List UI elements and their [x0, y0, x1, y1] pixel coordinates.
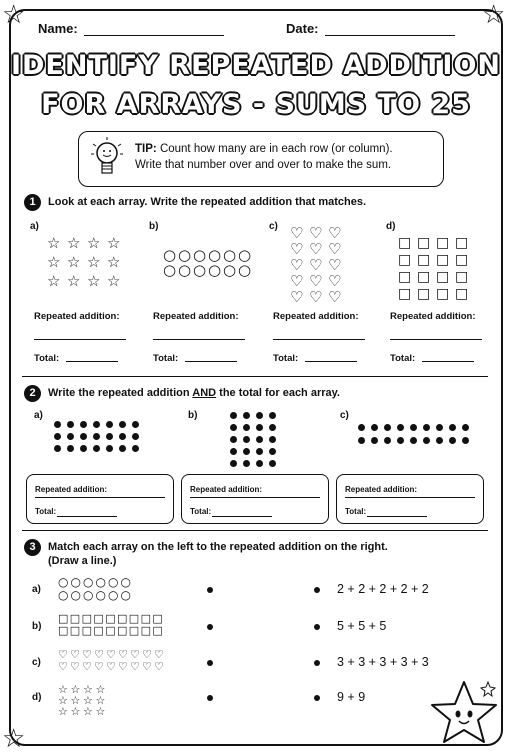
- circle-icon: ○: [178, 261, 192, 279]
- array-dot: [256, 460, 263, 467]
- array-dot: [256, 448, 263, 455]
- heart-icon: ♡: [142, 648, 152, 661]
- star-icon: ☆: [47, 272, 61, 290]
- heart-icon: ♡: [82, 660, 92, 673]
- array-dot: [54, 445, 61, 452]
- array-dot: [243, 460, 250, 467]
- array-dot: [397, 424, 404, 431]
- array-dot: [397, 437, 404, 444]
- tip-line-1: Count how many are in each row (or column).: [159, 143, 393, 155]
- star-mascot-icon: [428, 678, 500, 746]
- circle-icon: ○: [83, 588, 94, 602]
- heart-icon: ♡: [290, 256, 304, 274]
- circle-icon: ○: [70, 588, 81, 602]
- square-icon: □: [69, 612, 81, 625]
- array-dot: [67, 445, 74, 452]
- square-icon: □: [398, 269, 412, 285]
- match-dot-left[interactable]: [207, 695, 213, 701]
- square-icon: □: [69, 624, 81, 637]
- array-dot: [230, 412, 237, 419]
- tip-box: [78, 131, 444, 187]
- item-label: d): [386, 221, 396, 232]
- name-field[interactable]: [38, 21, 224, 36]
- square-icon: □: [455, 269, 469, 285]
- heart-icon: ♡: [106, 660, 116, 673]
- square-icon: □: [128, 612, 140, 625]
- square-icon: □: [117, 624, 128, 637]
- total-label: Total:: [273, 353, 299, 364]
- array-dot: [119, 445, 126, 452]
- star-icon: ☆: [83, 705, 93, 718]
- question-2-instruction: [48, 387, 340, 399]
- repeated-addition-option: 9 + 9: [337, 690, 366, 704]
- circle-icon: ○: [58, 588, 69, 602]
- square-icon: □: [58, 624, 69, 637]
- array-dot: [423, 424, 430, 431]
- circle-icon: ○: [223, 261, 237, 279]
- array-dot: [119, 421, 126, 428]
- circle-icon: ○: [83, 575, 94, 589]
- square-icon: □: [417, 286, 431, 302]
- heart-icon: ♡: [154, 648, 164, 661]
- square-icon: □: [105, 612, 116, 625]
- star-corner-icon: ☆: [2, 724, 26, 754]
- heart-icon: ♡: [309, 240, 323, 258]
- circle-icon: ○: [223, 246, 237, 264]
- square-icon: □: [140, 612, 151, 625]
- circle-icon: ○: [193, 246, 207, 264]
- heart-icon: ♡: [94, 660, 104, 673]
- page-title-line-1: IDENTIFY REPEATED ADDITION: [10, 50, 502, 81]
- answer-box[interactable]: [26, 474, 174, 524]
- total-label: Total:: [345, 507, 367, 516]
- circle-icon: ○: [238, 246, 252, 264]
- circle-icon: ○: [208, 261, 222, 279]
- total-label: Total:: [35, 507, 57, 516]
- heart-icon: ♡: [290, 288, 304, 306]
- square-icon: □: [93, 624, 104, 637]
- heart-icon: ♡: [328, 224, 342, 242]
- star-icon: ☆: [58, 694, 68, 707]
- star-icon: ☆: [87, 272, 101, 290]
- array-dot: [371, 437, 378, 444]
- answer-box[interactable]: [181, 474, 329, 524]
- array-dot: [410, 437, 417, 444]
- item-label: c): [269, 221, 278, 232]
- tip-line-2: Write that number over and over to make the sum.: [135, 159, 392, 171]
- array-dot: [436, 437, 443, 444]
- square-icon: □: [81, 624, 92, 637]
- array-dot: [269, 448, 276, 455]
- square-icon: □: [117, 612, 128, 625]
- question-3-number: 3: [24, 539, 41, 556]
- date-line: [325, 35, 455, 36]
- item-label: a): [30, 221, 39, 232]
- repeated-addition-option: 5 + 5 + 5: [337, 619, 387, 633]
- circle-icon: ○: [163, 261, 177, 279]
- array-dot: [269, 424, 276, 431]
- array-dot: [462, 437, 469, 444]
- array-dot: [449, 437, 456, 444]
- question-2-number: 2: [24, 385, 41, 402]
- array-dot: [256, 436, 263, 443]
- star-icon: ☆: [83, 694, 93, 707]
- star-icon: ☆: [67, 272, 81, 290]
- star-icon: ☆: [47, 234, 61, 252]
- repeated-addition-option: 2 + 2 + 2 + 2 + 2: [337, 582, 429, 596]
- array-dot: [269, 412, 276, 419]
- star-icon: ☆: [58, 683, 68, 696]
- star-corner-icon: ☆: [482, 0, 506, 30]
- circle-icon: ○: [70, 575, 81, 589]
- array-dot: [119, 433, 126, 440]
- item-label: b): [188, 410, 198, 421]
- circle-icon: ○: [238, 261, 252, 279]
- question-1-number: 1: [24, 194, 41, 211]
- total-label: Total:: [190, 507, 212, 516]
- tip-text: [135, 141, 435, 173]
- total-line[interactable]: [422, 361, 474, 362]
- repeated-addition-label: Repeated addition:: [34, 311, 120, 322]
- match-dot-right[interactable]: [314, 624, 320, 630]
- square-icon: □: [417, 235, 431, 251]
- square-icon: □: [398, 252, 412, 268]
- item-label: c): [32, 657, 41, 668]
- heart-icon: ♡: [328, 288, 342, 306]
- heart-icon: ♡: [309, 256, 323, 274]
- array-dot: [384, 424, 391, 431]
- heart-icon: ♡: [309, 224, 323, 242]
- repeated-addition-label: Repeated addition:: [345, 485, 418, 494]
- array-dot: [106, 433, 113, 440]
- total-line[interactable]: [66, 361, 118, 362]
- array-dot: [423, 437, 430, 444]
- square-icon: □: [152, 612, 163, 625]
- array-dot: [230, 448, 237, 455]
- heart-icon: ♡: [106, 648, 116, 661]
- square-icon: □: [436, 269, 450, 285]
- array-dot: [384, 437, 391, 444]
- square-icon: □: [152, 624, 163, 637]
- repeated-addition-label: Repeated addition:: [190, 485, 263, 494]
- total-line: [57, 516, 117, 517]
- answer-line: [190, 497, 320, 498]
- array-dot: [106, 421, 113, 428]
- divider: [22, 530, 488, 531]
- heart-icon: ♡: [118, 648, 128, 661]
- square-icon: □: [398, 235, 412, 251]
- array-dot: [358, 437, 365, 444]
- array-dot: [93, 445, 100, 452]
- square-icon: □: [128, 624, 140, 637]
- item-label: d): [32, 692, 42, 703]
- answer-line[interactable]: [390, 339, 482, 340]
- star-icon: ☆: [70, 683, 81, 696]
- match-dot-right[interactable]: [314, 660, 320, 666]
- array-dot: [93, 421, 100, 428]
- answer-line[interactable]: [153, 339, 245, 340]
- array-dot: [256, 424, 263, 431]
- lightbulb-icon: [89, 136, 125, 184]
- array-dot: [449, 424, 456, 431]
- heart-icon: ♡: [58, 660, 68, 673]
- array-dot: [410, 424, 417, 431]
- circle-icon: ○: [95, 588, 106, 602]
- square-icon: □: [58, 612, 69, 625]
- array-dot: [80, 421, 87, 428]
- star-icon: ☆: [107, 272, 121, 290]
- match-dot-left[interactable]: [207, 587, 213, 593]
- heart-icon: ♡: [130, 660, 140, 673]
- repeated-addition-label: Repeated addition:: [35, 485, 108, 494]
- square-icon: □: [81, 612, 92, 625]
- array-dot: [132, 445, 139, 452]
- heart-icon: ♡: [70, 660, 80, 673]
- heart-icon: ♡: [58, 648, 68, 661]
- square-icon: □: [455, 235, 469, 251]
- circle-icon: ○: [208, 246, 222, 264]
- array-dot: [269, 436, 276, 443]
- answer-line: [35, 497, 165, 498]
- item-label: b): [32, 621, 42, 632]
- square-icon: □: [398, 286, 412, 302]
- heart-icon: ♡: [154, 660, 164, 673]
- total-line: [367, 516, 427, 517]
- question-1-instruction: Look at each array. Write the repeated addition that matches.: [48, 196, 367, 208]
- answer-line: [345, 497, 475, 498]
- star-icon: ☆: [87, 234, 101, 252]
- array-dot: [132, 433, 139, 440]
- q2-instruction-end: the total for each array.: [219, 387, 340, 399]
- star-icon: ☆: [95, 705, 106, 718]
- square-icon: □: [417, 269, 431, 285]
- heart-icon: ♡: [328, 272, 342, 290]
- square-icon: □: [436, 286, 450, 302]
- square-icon: □: [93, 612, 104, 625]
- array-dot: [358, 424, 365, 431]
- total-label: Total:: [390, 353, 416, 364]
- match-dot-left[interactable]: [207, 660, 213, 666]
- star-corner-icon: ☆: [2, 0, 26, 30]
- question-3-instruction-line-2: (Draw a line.): [48, 555, 117, 567]
- star-icon: ☆: [67, 234, 81, 252]
- q2-instruction-and: AND: [192, 387, 217, 399]
- circle-icon: ○: [58, 575, 69, 589]
- array-dot: [80, 433, 87, 440]
- array-dot: [243, 448, 250, 455]
- square-icon: □: [140, 624, 151, 637]
- repeated-addition-label: Repeated addition:: [390, 311, 476, 322]
- array-dot: [230, 424, 237, 431]
- circle-icon: ○: [120, 588, 131, 602]
- heart-icon: ♡: [309, 288, 323, 306]
- total-line[interactable]: [305, 361, 357, 362]
- star-icon: ☆: [70, 694, 81, 707]
- star-icon: ☆: [58, 705, 68, 718]
- match-dot-left[interactable]: [207, 624, 213, 630]
- date-field[interactable]: [286, 21, 455, 36]
- heart-icon: ♡: [94, 648, 104, 661]
- array-dot: [67, 433, 74, 440]
- divider: [22, 376, 488, 377]
- item-label: a): [34, 410, 43, 421]
- heart-icon: ♡: [290, 240, 304, 258]
- array-dot: [462, 424, 469, 431]
- array-dot: [243, 412, 250, 419]
- star-icon: ☆: [87, 253, 101, 271]
- circle-icon: ○: [178, 246, 192, 264]
- match-dot-right[interactable]: [314, 695, 320, 701]
- star-icon: ☆: [67, 253, 81, 271]
- tip-heading: TIP:: [135, 143, 157, 155]
- square-icon: □: [436, 235, 450, 251]
- answer-line[interactable]: [273, 339, 365, 340]
- match-dot-right[interactable]: [314, 587, 320, 593]
- square-icon: □: [455, 286, 469, 302]
- heart-icon: ♡: [118, 660, 128, 673]
- q2-instruction-start: Write the repeated addition: [48, 387, 190, 399]
- square-icon: □: [105, 624, 116, 637]
- array-dot: [436, 424, 443, 431]
- heart-icon: ♡: [290, 224, 304, 242]
- array-dot: [230, 436, 237, 443]
- star-icon: ☆: [83, 683, 93, 696]
- item-label: c): [340, 410, 349, 421]
- array-dot: [269, 460, 276, 467]
- total-line[interactable]: [185, 361, 237, 362]
- repeated-addition-label: Repeated addition:: [273, 311, 359, 322]
- array-dot: [54, 421, 61, 428]
- heart-icon: ♡: [130, 648, 140, 661]
- star-icon: ☆: [107, 234, 121, 252]
- array-dot: [93, 433, 100, 440]
- circle-icon: ○: [108, 588, 119, 602]
- array-dot: [67, 421, 74, 428]
- heart-icon: ♡: [328, 256, 342, 274]
- square-icon: □: [436, 252, 450, 268]
- star-icon: ☆: [107, 253, 121, 271]
- item-label: a): [32, 584, 41, 595]
- array-dot: [106, 445, 113, 452]
- array-dot: [256, 412, 263, 419]
- array-dot: [371, 424, 378, 431]
- item-label: b): [149, 221, 159, 232]
- total-label: Total:: [153, 353, 179, 364]
- heart-icon: ♡: [70, 648, 80, 661]
- question-3-instruction-line-1: Match each array on the left to the repeated addition on the right.: [48, 541, 388, 553]
- heart-icon: ♡: [290, 272, 304, 290]
- heart-icon: ♡: [328, 240, 342, 258]
- array-dot: [80, 445, 87, 452]
- circle-icon: ○: [108, 575, 119, 589]
- page-title-line-2: FOR ARRAYS - SUMS TO 25: [41, 89, 471, 120]
- array-dot: [54, 433, 61, 440]
- date-label: Date:: [286, 21, 319, 36]
- circle-icon: ○: [163, 246, 177, 264]
- name-label: Name:: [38, 21, 78, 36]
- name-line: [84, 35, 224, 36]
- star-icon: ☆: [47, 253, 61, 271]
- heart-icon: ♡: [82, 648, 92, 661]
- square-icon: □: [417, 252, 431, 268]
- heart-icon: ♡: [309, 272, 323, 290]
- total-label: Total:: [34, 353, 60, 364]
- star-icon: ☆: [70, 705, 81, 718]
- heart-icon: ♡: [142, 660, 152, 673]
- array-dot: [230, 460, 237, 467]
- array-dot: [243, 436, 250, 443]
- array-dot: [243, 424, 250, 431]
- array-dot: [132, 421, 139, 428]
- total-line: [212, 516, 272, 517]
- repeated-addition-label: Repeated addition:: [153, 311, 239, 322]
- answer-line[interactable]: [34, 339, 126, 340]
- circle-icon: ○: [120, 575, 131, 589]
- circle-icon: ○: [95, 575, 106, 589]
- circle-icon: ○: [193, 261, 207, 279]
- star-icon: ☆: [95, 694, 106, 707]
- repeated-addition-option: 3 + 3 + 3 + 3 + 3: [337, 655, 429, 669]
- answer-box[interactable]: [336, 474, 484, 524]
- star-icon: ☆: [95, 683, 106, 696]
- square-icon: □: [455, 252, 469, 268]
